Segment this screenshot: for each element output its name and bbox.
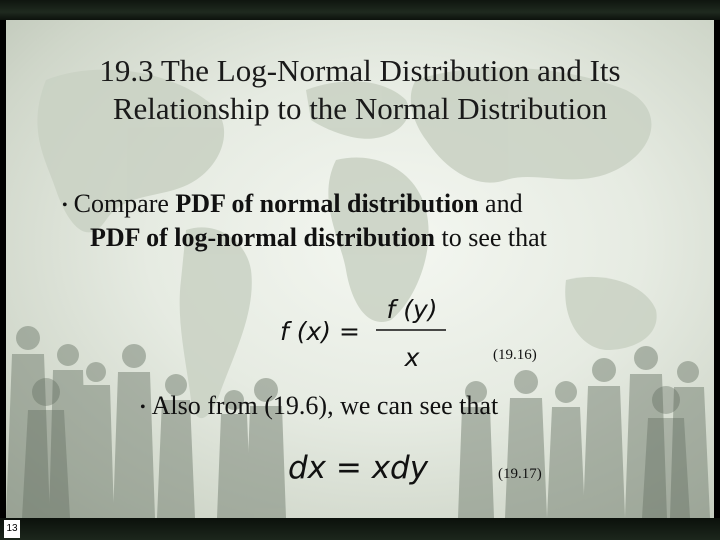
bullet1-prefix: Compare [73, 189, 169, 218]
bullet-compare-pdfs [62, 188, 662, 254]
bullet-glyph: • [62, 197, 68, 215]
equation-19-17: dx = xdy [288, 450, 429, 486]
slide-title [16, 52, 704, 128]
bullet2-text: Also from (19.6), we can see that [151, 391, 499, 420]
slide-title-line1: 19.3 The Log-Normal Distribution and Its [99, 53, 621, 88]
equation-ref-19-16: (19.16) [493, 347, 537, 363]
bullet1-mid: and [485, 189, 523, 218]
bullet1-bold-lognormal-pdf: PDF of log-normal distribution [90, 223, 435, 253]
bullet-also-from [140, 390, 498, 424]
bullet1-bold-normal-pdf: PDF of normal distribution [175, 189, 479, 218]
page-number: 13 [4, 520, 20, 538]
bullet-glyph: • [140, 399, 146, 417]
equation-19-16 [278, 290, 458, 375]
slide-canvas [6, 20, 714, 518]
bottom-frame-bar [0, 518, 720, 540]
equation-ref-19-17: (19.17) [498, 466, 542, 482]
equation1-denominator: x [404, 343, 420, 372]
bullet1-suffix: to see that [441, 223, 547, 253]
top-frame-bar [0, 0, 720, 20]
equation1-lhs: f (x) = [280, 317, 360, 346]
equation1-numerator: f (y) [386, 295, 438, 324]
slide-title-line2: Relationship to the Normal Distribution [112, 91, 608, 126]
